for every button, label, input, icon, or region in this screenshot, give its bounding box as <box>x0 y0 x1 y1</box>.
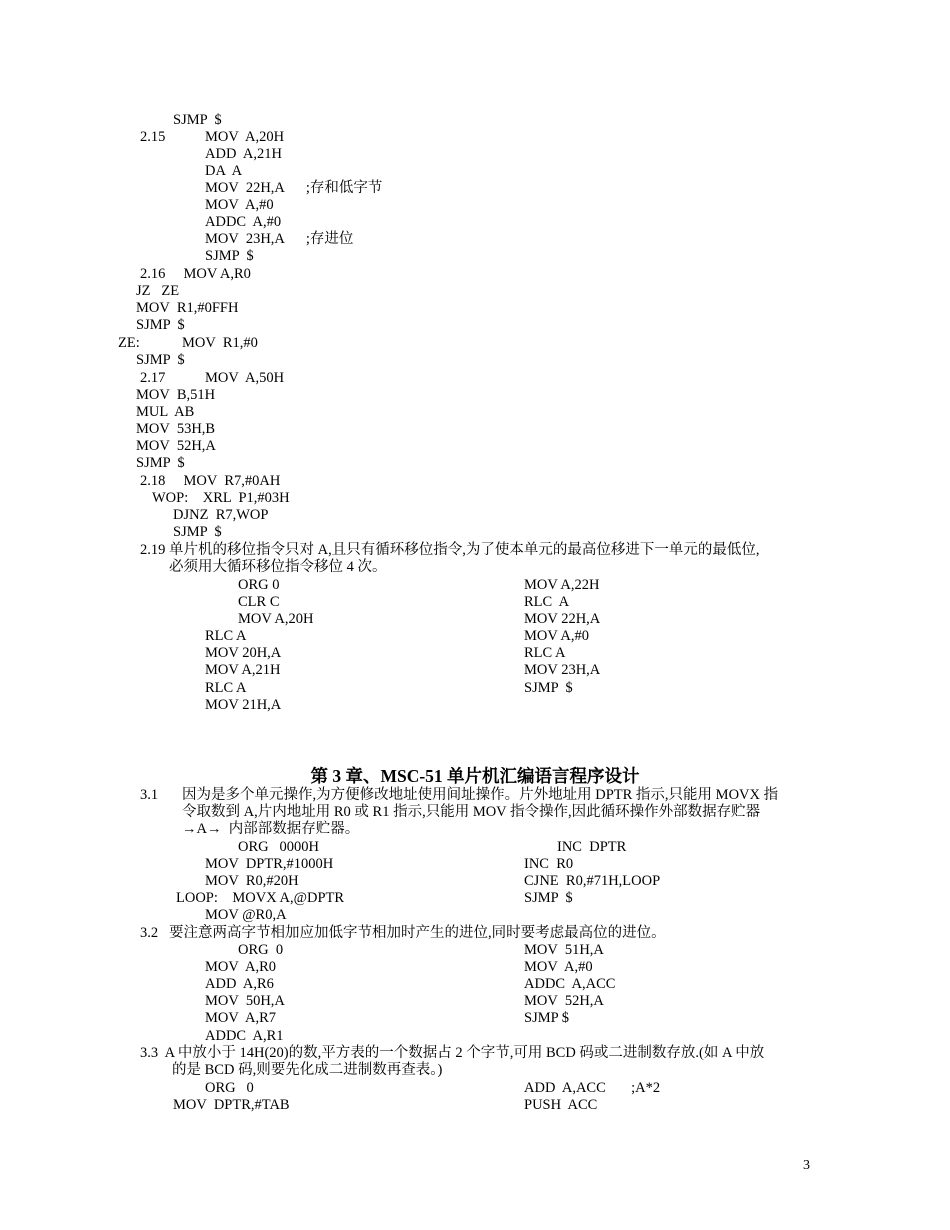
code-label: ZE: <box>118 335 140 351</box>
code-line: ORG 0 <box>238 577 280 593</box>
code-line: MOV 21H,A <box>205 697 282 713</box>
code-line: SJMP $ <box>136 317 185 333</box>
code-line: MOV 20H,A <box>205 645 282 661</box>
code-line: RLC A <box>205 680 247 696</box>
paragraph-line: 的是 BCD 码,则要先化成二进制数再查表。) <box>172 1062 443 1078</box>
code-line: 2.16 MOV A,R0 <box>140 266 251 282</box>
code-line: SJMP $ <box>173 112 222 128</box>
code-line: ADDC A,ACC <box>524 976 616 992</box>
code-line: ORG 0000H <box>238 839 319 855</box>
code-line: ADDC A,#0 <box>205 214 282 230</box>
code-line: MOV B,51H <box>136 387 216 403</box>
code-line: DJNZ R7,WOP <box>173 507 269 523</box>
code-line: MOV DPTR,#1000H <box>205 856 334 872</box>
code-line: INC R0 <box>524 856 574 872</box>
code-line: MOV DPTR,#TAB <box>173 1097 290 1113</box>
code-line: MOV A,50H <box>205 370 285 386</box>
code-line: MOV A,20H <box>205 129 285 145</box>
code-line: SJMP $ <box>205 248 254 264</box>
paragraph-line: 因为是多个单元操作,为方便修改地址使用间址操作。片外地址用 DPTR 指示,只能用 MOVX 指 <box>182 787 779 803</box>
section-number: 2.17 <box>140 370 166 386</box>
page-number: 3 <box>803 1158 810 1173</box>
code-line: MOV A,21H <box>205 662 281 678</box>
code-line: MOV A,22H <box>524 577 600 593</box>
paragraph-line: 必须用大循环移位指令移位 4 次。 <box>169 559 387 575</box>
code-line: 2.18 MOV R7,#0AH <box>140 473 281 489</box>
code-line: LOOP: MOVX A,@DPTR <box>176 890 345 906</box>
code-line: MOV 23H,A ;存进位 <box>205 231 354 247</box>
code-line: MOV 51H,A <box>524 942 604 958</box>
code-line: MOV 52H,A <box>524 993 604 1009</box>
code-line: MOV A,20H <box>238 611 314 627</box>
paragraph-line: 2.19 单片机的移位指令只对 A,且只有循环移位指令,为了使本单元的最高位移进下一单元的最低位, <box>140 542 760 558</box>
code-line: MOV R0,#20H <box>205 873 299 889</box>
code-line: ADD A,R6 <box>205 976 274 992</box>
code-line: MOV R1,#0 <box>182 335 258 351</box>
code-line: MOV A,#0 <box>524 628 589 644</box>
code-line: MOV A,#0 <box>524 959 593 975</box>
code-line: ORG 0 <box>238 942 284 958</box>
code-line: SJMP $ <box>524 1010 570 1026</box>
code-line: ADD A,21H <box>205 146 282 162</box>
code-line: MOV 52H,A <box>136 438 216 454</box>
code-line: ORG 0 <box>205 1080 254 1096</box>
code-line: RLC A <box>524 594 570 610</box>
code-line: PUSH ACC <box>524 1097 598 1113</box>
code-line: MOV A,R0 <box>205 959 277 975</box>
code-line: MOV 50H,A <box>205 993 285 1009</box>
paragraph-line: →A→ 内部部数据存贮器。 <box>182 821 360 837</box>
code-line: MOV 53H,B <box>136 421 216 437</box>
code-line: MOV 22H,A ;存和低字节 <box>205 180 383 196</box>
code-line: CLR C <box>238 594 280 610</box>
code-line: MUL AB <box>136 404 195 420</box>
code-line: SJMP $ <box>136 455 185 471</box>
code-line: INC DPTR <box>557 839 627 855</box>
code-line: JZ ZE <box>136 283 180 299</box>
code-line: RLC A <box>524 645 566 661</box>
paragraph-line: 令取数到 A,片内地址用 R0 或 R1 指示,只能用 MOV 指令操作,因此循环操作外部数据存贮器 <box>182 804 761 820</box>
code-line: MOV A,R7 <box>205 1010 277 1026</box>
code-line: SJMP $ <box>524 680 573 696</box>
code-line: MOV 22H,A <box>524 611 601 627</box>
section-heading: 3.2 要注意两高字节相加应加低字节相加时产生的进位,同时要考虑最高位的进位。 <box>140 925 666 941</box>
code-line: MOV 23H,A <box>524 662 601 678</box>
code-line: ADD A,ACC ;A*2 <box>524 1080 661 1096</box>
code-line: DA A <box>205 163 243 179</box>
code-line: SJMP $ <box>524 890 573 906</box>
section-heading: 3.3 A 中放小于 14H(20)的数,平方表的一个数据占 2 个字节,可用 BCD 码或二进制数存放.(如 A 中放 <box>140 1045 765 1061</box>
code-line: MOV R1,#0FFH <box>136 300 239 316</box>
code-line: SJMP $ <box>173 524 222 540</box>
code-line: MOV @R0,A <box>205 907 287 923</box>
code-line: RLC A <box>205 628 247 644</box>
code-line: SJMP $ <box>136 352 185 368</box>
code-line: WOP: XRL P1,#03H <box>152 490 290 506</box>
code-line: ADDC A,R1 <box>205 1028 284 1044</box>
section-number: 2.15 <box>140 129 166 145</box>
code-line: CJNE R0,#71H,LOOP <box>524 873 661 889</box>
chapter-title: 第 3 章、MSC-51 单片机汇编语言程序设计 <box>310 766 640 786</box>
section-number: 3.1 <box>140 787 159 803</box>
code-line: MOV A,#0 <box>205 197 274 213</box>
